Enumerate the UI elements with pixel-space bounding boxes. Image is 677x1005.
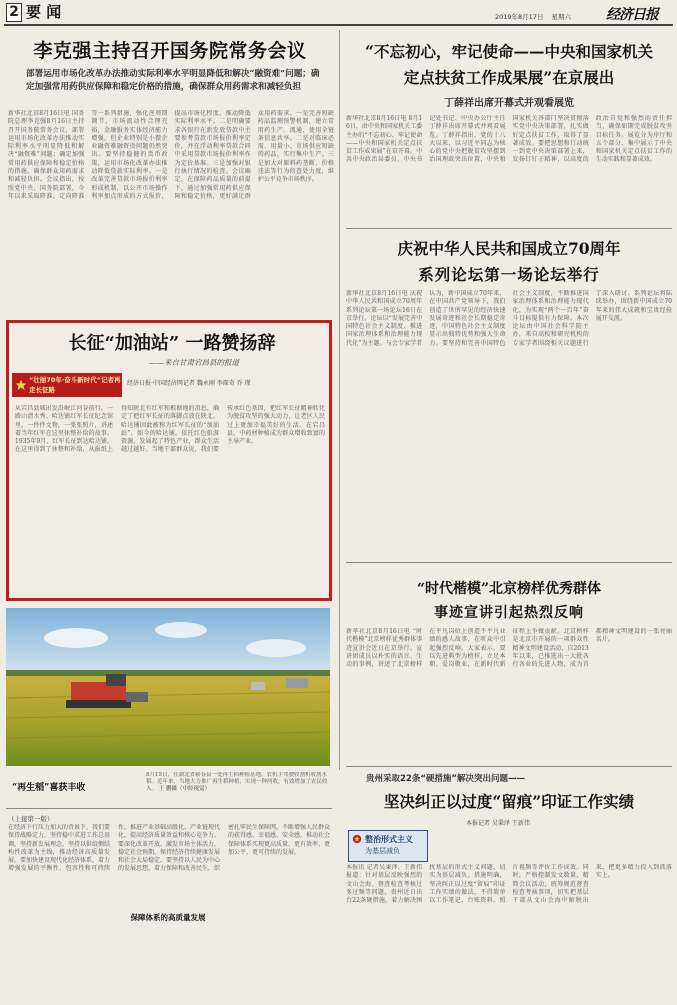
article-title-line2: 系列论坛第一场论坛举行 <box>418 265 600 284</box>
section-rule <box>346 766 672 767</box>
caption-text: 8月15日，在湖北省蕲春县一处再生稻种植基地，农机手驾驶收割机收割水稻。近年来，当地大力推广再生稻种植，实现一种两收，有效增加了农民收入。 <box>146 772 328 793</box>
article-body: 新华社北京8月16日电 国务院总理李克强8月16日主持召开国务院常务会议，部署运用市场化改革办法推动实际利率水平明显降低和解决“融资难”问题；确定加强常用药供应保障和稳定价格的措施，确保群众用药需求和减轻负担。会议指出，按照党中央、国务院部署，今年以来采取降准、定向降准等一系列措施，强化逆周期调节，市场流动性合理充裕，金融服务实体经济能力增强，但企业特别是小微企业融资难融资贵问题仍然突出。要坚持稳健的货币政策，运用市场化改革办法推动降低贷款实际利率。一是改革完善贷款市场报价利率形成机制，以公开市场操作利率加点形成的方式报价，提高市场化程度，推动降低实际利率水平。二是明确要求各银行在新发放贷款中主要参考贷款市场报价利率定价，并在浮动利率贷款合同中采用贷款市场报价利率作为定价基准。三是加强对银行执行情况的检查。会议确定，在保障药品质量的前提下，通过加强常用药供应保障和稳定价格，更好满足群众用药需求。一是完善短缺药品监测预警机制，建立常用药生产、流通、使用全链条信息共享。二是对临床必需、用量小、市场供应短缺的药品，实行集中生产。三是加大对原料药垄断、价格违法等行为的查处力度，维护公平竞争市场秩序。 <box>8 110 334 200</box>
article-forum <box>346 230 672 560</box>
article-title-line2: 定点扶贫工作成果展”在京展出 <box>403 68 615 87</box>
article-body: 从宕昌县城出发沿岷江河谷前行，一路山清水秀。哈达铺红军长征纪念馆里，一件件文物，一张张照片，讲述着当年红军在这里休整补给的故事。1935年9月，红军长征到达哈达铺，在这里得到了休整和补给，从报纸上得知陕北有红军和根据地的消息，确定了把红军长征的落脚点放在陕北。哈达铺因此被称为红军长征的“加油站”。如今的哈达铺，依托红色旅游资源，发展起了特色产业，群众生活越过越好。当地干部群众说，我们要传承红色基因，把红军长征精神转化为脱贫攻坚的强大动力，让老区人民过上更加幸福美好的生活。在宕昌县，中药材种植成为群众增收致富的主导产业。 <box>15 405 325 454</box>
article-subtitle: 丁薛祥出席开幕式并观看展览 <box>444 98 574 109</box>
article-state-council <box>6 30 334 315</box>
article-title-line1: 庆祝中华人民共和国成立70周年 <box>397 239 621 258</box>
article-title: 长征“加油站” 一路赞扬辞 <box>68 333 276 354</box>
section-rule <box>346 228 672 229</box>
star-badge-icon <box>352 834 362 844</box>
article-bottom-left <box>6 812 332 1002</box>
caption-title: “再生稻”喜获丰收 <box>12 783 86 793</box>
article-byline: 经济日报·中国经济网记者 魏永刚 李琛奇 乔 瑾 <box>127 380 251 387</box>
article-exhibition <box>346 30 672 225</box>
article-title-line1: “时代楷模”北京榜样优秀群体 <box>416 581 602 597</box>
article-section-heading: 保障体系的高质量发展 <box>118 912 218 923</box>
article-subtitle: ——来自甘肃宕昌县的报道 <box>149 358 239 367</box>
star-icon <box>15 379 27 391</box>
article-kicker: （上接第一版） <box>8 815 54 823</box>
sidebar-title-line1: 整治形式主义 <box>365 835 413 844</box>
feature-banner <box>12 373 122 397</box>
article-body: 在经济下行压力加大的背景下，我们要保持战略定力，坚持稳中求进工作总基调，坚持新发展理念，坚持以供给侧结构性改革为主线，推动经济高质量发展。要加快建设现代化经济体系，着力增强发展的平衡性、包容性和可持续性，推进产业基础高级化、产业链现代化，提高经济质量效益和核心竞争力。要深化改革开放，激发市场主体活力，稳定社会预期，保持经济持续健康发展和社会大局稳定。要坚持以人民为中心的发展思想，着力保障和改善民生，织密扎牢民生保障网，不断增强人民群众的获得感、幸福感、安全感，推动社会保障体系实现更高质量、更有效率、更加公平、更可持续的发展。 <box>8 824 330 873</box>
photo-credit: 王 鹏摄（中经视觉） <box>158 786 211 793</box>
article-body: 新华社北京8月16日电 庆祝中华人民共和国成立70周年系列论坛第一场论坛16日在京举行。论坛以“发展完善中国特色社会主义制度、推进国家治理体系和治理能力现代化”为主题。与会专家学者认为，新中国成立70年来，在中国共产党领导下，我们创造了世所罕见的经济快速发展奇迹和社会长期稳定奇迹，中国特色社会主义制度显示出独特优势和强大生命力。要坚持和完善中国特色社会主义制度，不断推进国家治理体系和治理能力现代化，为实现“两个一百年”奋斗目标提供有力保障。本次论坛由中国社会科学院主办，来自高校和研究机构的专家学者围绕相关议题进行了深入研讨。系列论坛将陆续举办，围绕新中国成立70年来的伟大成就和宝贵经验展开交流。 <box>346 290 672 347</box>
article-changzheng <box>6 320 332 601</box>
masthead <box>0 0 677 28</box>
paper-name-logo: 经济日报 <box>606 7 658 23</box>
photo-caption <box>6 770 330 808</box>
article-kicker: 贵州采取22条“硬措施”解决突出问题—— <box>366 774 526 784</box>
weekday: 星期六 <box>551 13 572 21</box>
sidebar-badge <box>348 830 428 862</box>
article-title: 坚决纠正以过度“留痕”印证工作实绩 <box>383 792 635 811</box>
date: 2019年8月17日 <box>495 13 544 21</box>
photo-image <box>6 608 330 766</box>
rice-harvest-photo <box>6 608 330 766</box>
article-title-line1: “不忘初心，牢记使命——中央和国家机关 <box>365 42 653 61</box>
article-bangyang <box>346 564 672 764</box>
banner-text: “壮丽70年·奋斗新时代”记者再走长征路 <box>29 376 121 394</box>
article-title: 李克强主持召开国务院常务会议 <box>33 40 307 62</box>
column-divider <box>339 30 340 770</box>
page-number: 2 <box>6 3 22 22</box>
article-body: 新华社北京8月16日电 8月16日，由中央和国家机关工委主办的“不忘初心，牢记使命——中央和国家机关定点扶贫工作成果展”在京开幕。中共中央政治局委员、中央书记处书记、中央办公厅主任丁薛祥出席开幕式并观看展览。丁薛祥指出，党的十八大以来，以习近平同志为核心的党中央把脱贫攻坚摆到治国理政突出位置，中央和国家机关各部门坚决贯彻落实党中央决策部署，扎实做好定点扶贫工作，取得了显著成效。要把思想和行动统一到党中央决策部署上来，发扬钉钉子精神，以高度的政治自觉和强烈的责任担当，确保如期完成脱贫攻坚目标任务。展览分为序厅和五个部分，集中展示了中央和国家机关定点扶贫工作的生动实践和显著成效。 <box>346 115 672 164</box>
section-rule <box>346 562 672 563</box>
section-rule <box>6 808 332 809</box>
section-name: 要 闻 <box>26 3 62 21</box>
article-title-line2: 事迹宣讲引起热烈反响 <box>434 605 584 621</box>
issue-date <box>495 12 571 21</box>
sidebar-title-line2: 为基层减负 <box>365 847 400 855</box>
article-guizhou <box>346 770 672 1002</box>
caption-text-block <box>146 772 330 808</box>
article-body: 新华社北京8月16日电 “时代楷模”北京榜样优秀群体事迹宣讲会近日在京举行。宣讲团成员以朴实的语言、生动的事例，讲述了北京榜样在平凡岗位上创造不平凡业绩的感人故事，在听众中引起强烈反响。大家表示，要以先进典型为榜样，立足本职、爱岗敬业，在新时代新征程上争做贡献。北京榜样是北京市开展的一项群众性精神文明建设活动，自2013年以来，已推选出一大批各行各业的先进人物，成为首都精神文明建设的一张亮丽名片。 <box>346 628 672 669</box>
article-body: 本报讯 记者吴秉泽、王新伟报道：针对基层反映强烈的文山会海、督查检查考核过多过频等问题，贵州近日出台22条硬措施，着力解决困扰基层的形式主义问题，切实为基层减负。措施明确，坚决纠正以过度“留痕”印证工作实绩的做法，不得简单以工作笔记、台账资料、照片视频等评价工作成效。同时，严格控制发文数量，精简会议活动，统筹规范督查检查考核事项，切实把基层干部从文山会海中解脱出来，把更多精力投入到抓落实上。 <box>346 864 672 905</box>
article-byline: 本报记者 吴秉泽 王新伟 <box>466 820 530 827</box>
masthead-rule <box>4 24 673 26</box>
article-subtitle: 部署运用市场化改革办法推动实际利率水平明显降低和解决“融资难”问题；确定加强常用药供应保障和稳定价格的措施，确保群众用药需求和减轻负担 <box>26 69 320 92</box>
